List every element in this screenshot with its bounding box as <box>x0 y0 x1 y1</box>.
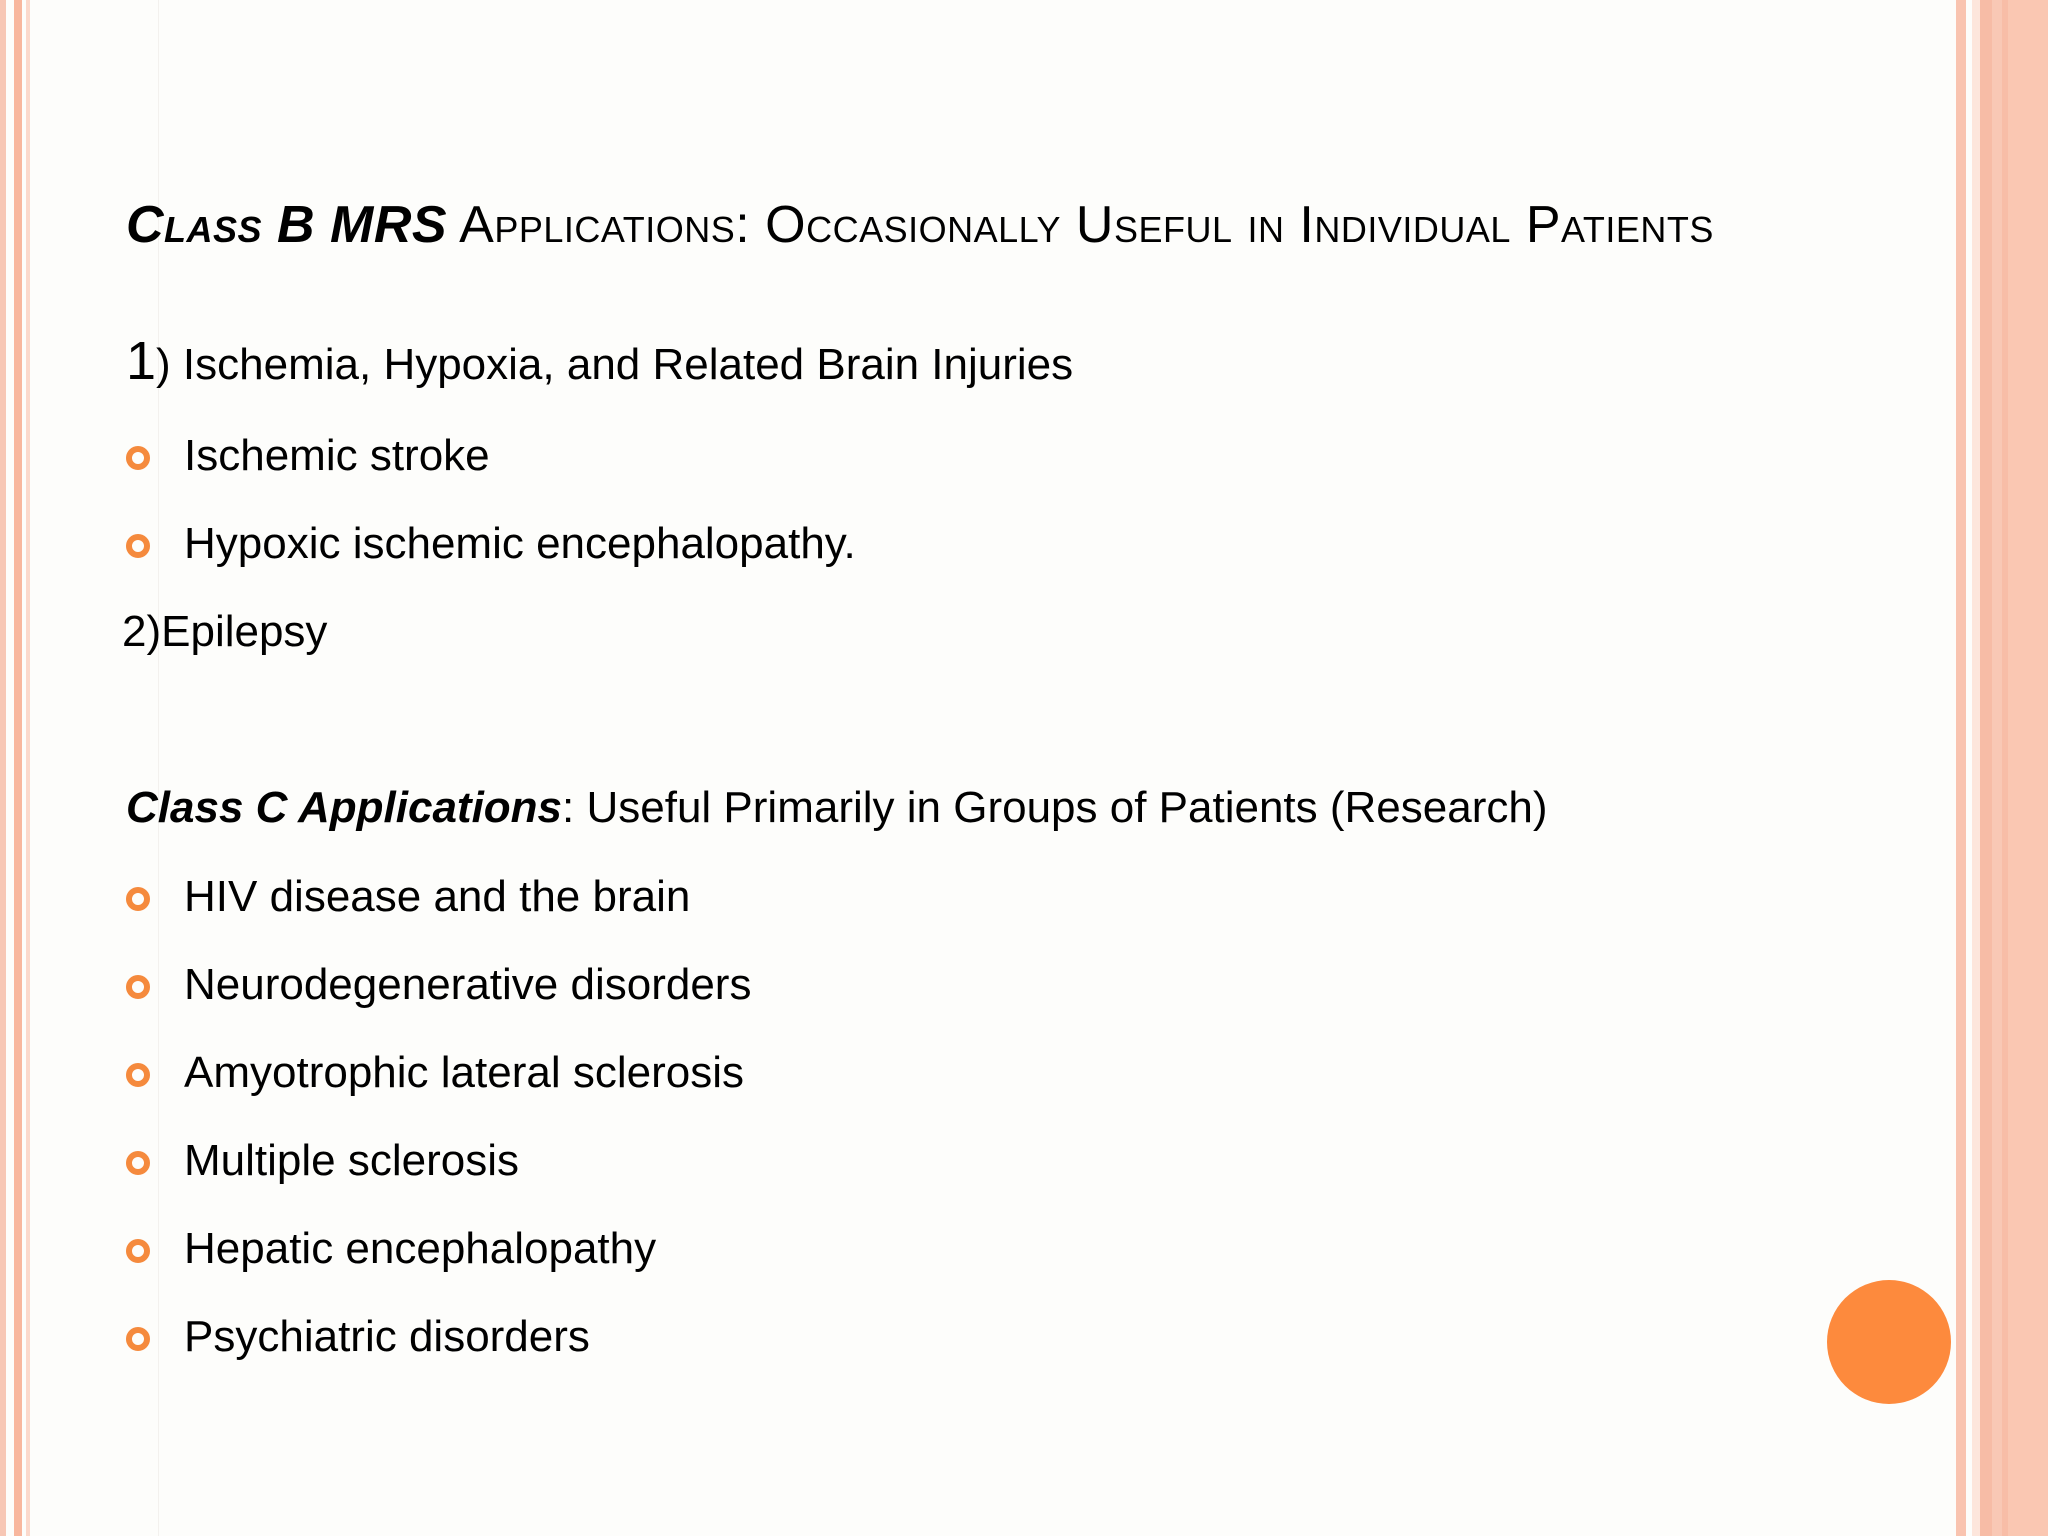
left-border-stripe <box>0 0 6 1536</box>
right-border-stripe <box>1992 0 2002 1536</box>
bullet-icon <box>126 1327 150 1351</box>
right-border-stripe <box>1972 0 1980 1536</box>
title-emphasis: Class B MRS <box>126 196 448 254</box>
slide-title <box>126 194 1714 256</box>
right-border-stripe <box>1956 0 1966 1536</box>
list-item: Hypoxic ischemic encephalopathy. <box>184 519 856 568</box>
list-item: Ischemic stroke <box>184 431 490 480</box>
list-item: HIV disease and the brain <box>184 872 691 921</box>
class-c-emphasis: Class C Applications <box>126 783 563 832</box>
bullet-icon <box>126 534 150 558</box>
section-1-number: 1 <box>126 331 157 391</box>
list-item: Hepatic encephalopathy <box>184 1224 657 1273</box>
left-border-stripe <box>14 0 22 1536</box>
list-item: Psychiatric disorders <box>184 1312 590 1361</box>
class-c-heading <box>126 781 1547 835</box>
bullet-icon <box>126 887 150 911</box>
orange-circle-decoration <box>1827 1280 1951 1404</box>
section-2-heading: 2)Epilepsy <box>122 607 328 656</box>
list-item: Multiple sclerosis <box>184 1136 519 1185</box>
title-rest: Applications: Occasionally Useful in Individual Patients <box>447 196 1714 254</box>
class-c-rest: : Useful Primarily in Groups of Patients (Research) <box>562 783 1548 832</box>
bullet-icon <box>126 1151 150 1175</box>
bullet-icon <box>126 1239 150 1263</box>
bullet-icon <box>126 446 150 470</box>
list-item: Neurodegenerative disorders <box>184 960 752 1009</box>
bullet-icon <box>126 1063 150 1087</box>
right-border-stripe <box>1980 0 1992 1536</box>
list-item: Amyotrophic lateral sclerosis <box>184 1048 744 1097</box>
section-1-heading <box>126 331 1074 392</box>
right-border-stripe <box>2008 0 2048 1536</box>
left-border-stripe <box>26 0 30 1536</box>
bullet-icon <box>126 975 150 999</box>
section-1-heading-text: ) Ischemia, Hypoxia, and Related Brain Injuries <box>156 340 1074 389</box>
